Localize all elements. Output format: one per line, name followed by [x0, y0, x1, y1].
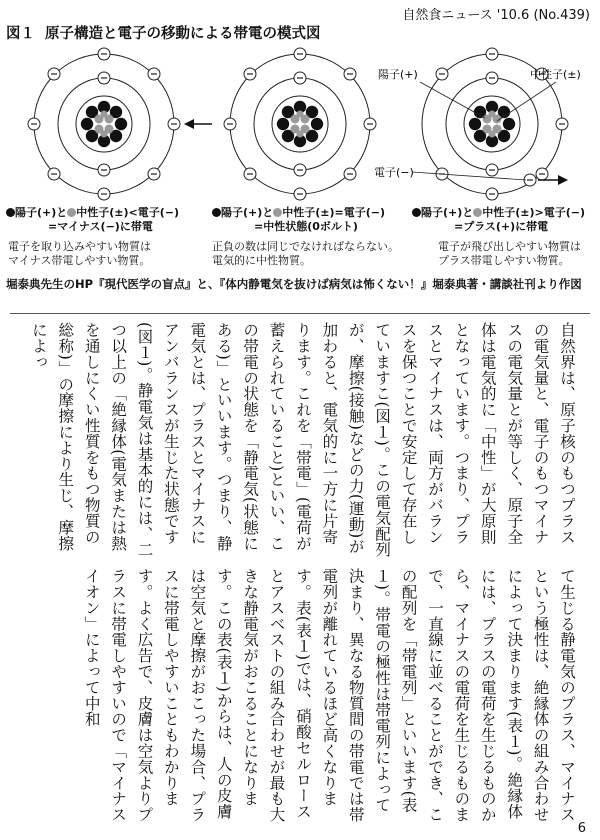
page-number: 6 — [577, 821, 586, 836]
caption-positive: 陽子(+)と 中性子(±)>電子(−) =プラス(+)に帯電 — [412, 206, 585, 234]
atom-negative — [28, 48, 212, 200]
article-text-lower: て生じる静電気のプラス、マイナスという極性は、絶縁体の組み合わせによって決まります(表１)。絶縁体には、プラスの電荷を生じるものから、マイナスの電荷を生じるものまで、一直線に並べることができ、この配列を「帯電列」といいます(表１)。帯電の極性は帯電列によって決まり、異なる物質間の帯電では帯電列が離れているほど高くなります。表(表１)では、硝酸セルロースとアスベストの組み合わせが最も大きな静電気がおこることになります。この表(表１)からは、人の皮膚は空気と摩擦がおこった場合、プラスに帯電しやすいこともわかります。よく広告で、皮膚は空気よりプラスに帯電しやすいので「マイナスイオン」によって中和 — [82, 568, 576, 823]
atom-diagram — [0, 42, 600, 202]
note-neutral: 正負の数は同じでなければならない。 電気的に中性物質。 — [212, 240, 399, 267]
figure-number: 図１ — [6, 26, 35, 42]
neutron-label: 中性子(±) — [530, 68, 581, 81]
proton-label: 陽子(+) — [378, 68, 418, 81]
publication-header: 自然食ニュース '10.6 (No.439) — [402, 8, 590, 23]
neutron-dot-icon — [273, 208, 282, 217]
atom-neutral — [224, 48, 376, 200]
figure-title — [6, 22, 321, 43]
figure-title-text: 原子構造と電子の移動による帯電の模式図 — [45, 26, 321, 42]
caption-neutral: 陽子(+)と 中性子(±)=電子(−) =中性状態(0ボルト) — [212, 206, 385, 234]
neutron-dot-icon — [67, 208, 76, 217]
electron-label: 電子(−) — [374, 166, 414, 179]
caption-negative: 陽子(+)と 中性子(±)<電子(−) =マイナス(−)に帯電 — [6, 206, 179, 234]
incoming-electron-arrow — [184, 119, 212, 129]
proton-dot-icon — [412, 208, 421, 217]
note-positive: 電子が飛び出しやすい物質は プラス帯電しやすい物質。 — [438, 240, 581, 267]
section-divider — [10, 313, 590, 314]
atom-positive — [374, 48, 581, 200]
neutron-dot-icon — [473, 208, 482, 217]
article-text-upper: 自然界は、原子核のもつプラスの電気量と、電子のもつマイナスの電気量とが等しく、原子全体は電気的に「中性」が大原則となっています。つまり、プラスとマイナスは、両方がバランスを保つことで安定して存在していますこ(図１)。この電気配列が、摩擦(接触)などの力(運動)が加わると、電気的に一方に片寄ります。これを「帯電」(電荷が蓄えられていること)といい、この帯電の状態を「静電気(状態にある)」といいます。つまり、静電気とは、プラスとマイナスにアンバランスが生じた状態です(図１)。静電気は基本的には、二つ以上の「絶縁体(電気または熱を通しにくい性質をもつ物質の総称)」の摩擦により生じ、摩擦によっ — [29, 322, 576, 558]
note-negative: 電子を取り込みやすい物質は マイナス帯電しやすい物質。 — [8, 240, 151, 267]
proton-dot-icon — [212, 208, 221, 217]
figure-credit: 堀泰典先生のHP『現代医学の盲点』と、『体内静電気を抜けば病気は怖くない！』堀泰典著・講談社刊より作図 — [6, 277, 582, 291]
proton-dot-icon — [6, 208, 15, 217]
